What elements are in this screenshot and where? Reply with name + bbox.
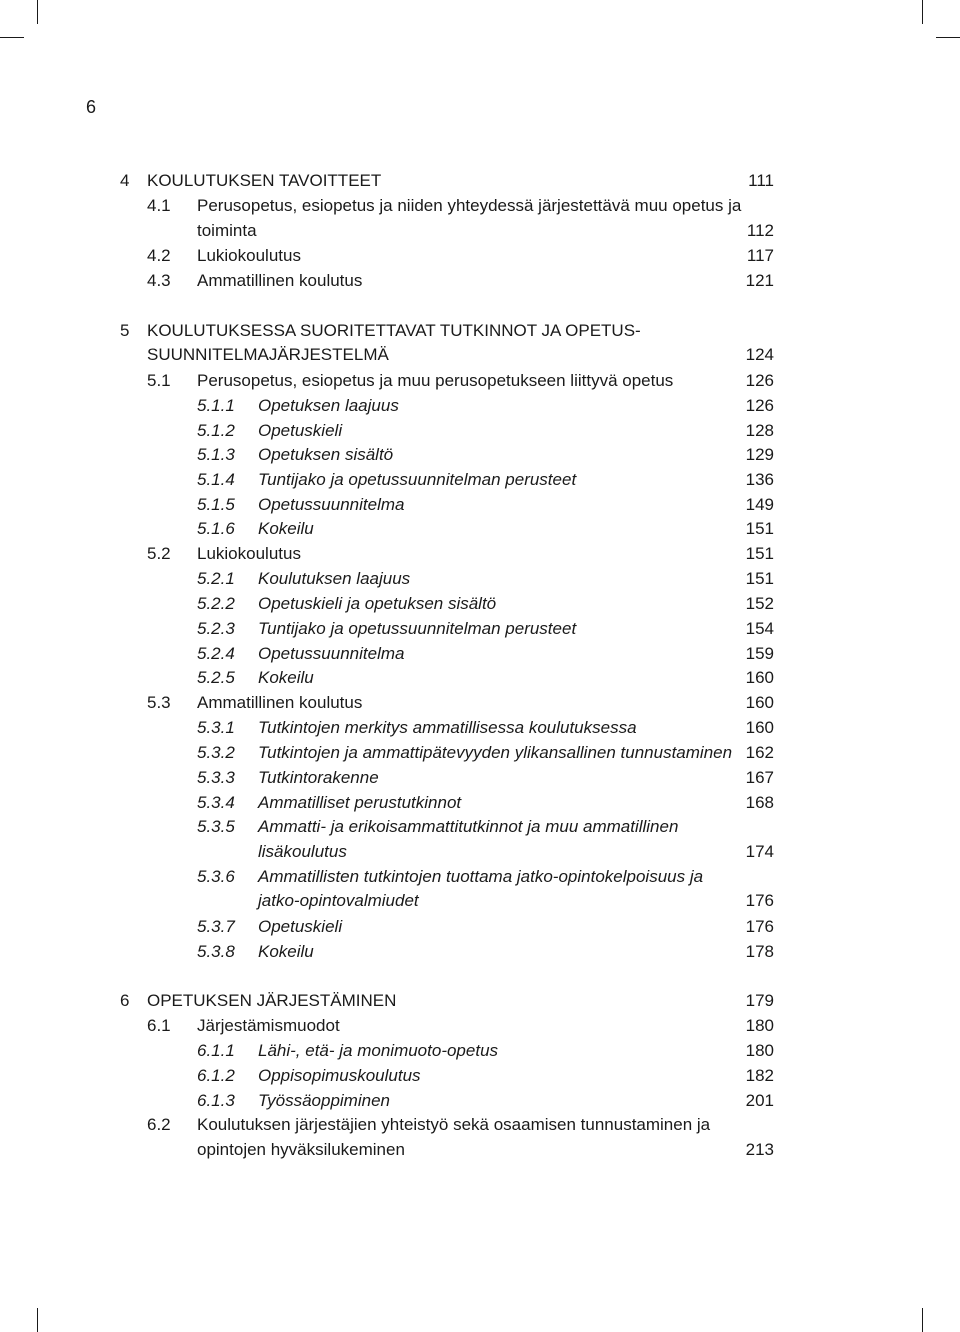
toc-entry-number: 5.3.6 bbox=[197, 867, 235, 886]
toc-entry-page: 124 bbox=[745, 345, 774, 364]
toc-entry-title: Tutkintojen ja ammattipätevyyden ylikansallinen tunnustaminen bbox=[258, 743, 733, 762]
toc-entry-title: Opetussuunnitelma bbox=[258, 495, 405, 514]
toc-entry-title: Tutkintojen merkitys ammatillisessa koulutuksessa bbox=[258, 718, 637, 737]
crop-mark-bottom-left-vertical bbox=[37, 1308, 38, 1332]
toc-entry-title: Ammatti- ja erikoisammattitutkinnot ja muu ammatillinen bbox=[258, 817, 679, 836]
crop-mark-top-right-horizontal bbox=[936, 37, 960, 38]
toc-entry-page: 152 bbox=[745, 594, 774, 613]
toc-entry-title: Kokeilu bbox=[258, 668, 314, 687]
toc-entry-title: Opetuskieli bbox=[258, 421, 343, 440]
toc-entry-title: Järjestämismuodot bbox=[197, 1016, 340, 1035]
toc-entry-number: 4.3 bbox=[147, 271, 171, 290]
toc-entry-page: 179 bbox=[745, 991, 774, 1010]
toc-entry-page: 180 bbox=[745, 1016, 774, 1035]
toc-entry-title: OPETUKSEN JÄRJESTÄMINEN bbox=[147, 991, 397, 1010]
toc-entry-page: 149 bbox=[745, 495, 774, 514]
toc-entry-title: Ammatillisten tutkintojen tuottama jatko-opintokelpoisuus ja bbox=[258, 867, 704, 886]
toc-entry-page: 180 bbox=[745, 1041, 774, 1060]
toc-entry-number: 6.1.2 bbox=[197, 1066, 235, 1085]
toc-entry-title-continued: opintojen hyväksilukeminen bbox=[197, 1140, 405, 1159]
toc-entry-number: 5.3.4 bbox=[197, 793, 235, 812]
toc-entry-title: Opetuskieli bbox=[258, 917, 343, 936]
toc-entry-title: Koulutuksen laajuus bbox=[258, 569, 411, 588]
toc-entry-title: Opetuskieli ja opetuksen sisältö bbox=[258, 594, 497, 613]
toc-entry-title: Ammatillinen koulutus bbox=[197, 271, 363, 290]
toc-entry-number: 5.1.3 bbox=[197, 445, 235, 464]
toc-entry-title: Kokeilu bbox=[258, 519, 314, 538]
toc-entry-title-continued: lisäkoulutus bbox=[258, 842, 347, 861]
toc-entry-number: 5.1.4 bbox=[197, 470, 235, 489]
toc-entry-page: 154 bbox=[745, 619, 774, 638]
toc-entry-title: KOULUTUKSEN TAVOITTEET bbox=[147, 171, 382, 190]
crop-mark-top-left-horizontal bbox=[0, 37, 24, 38]
toc-entry-title-continued: SUUNNITELMAJÄRJESTELMÄ bbox=[147, 345, 389, 364]
toc-entry-number: 6.2 bbox=[147, 1115, 171, 1134]
toc-entry-number: 5.1.5 bbox=[197, 495, 235, 514]
toc-entry-page: 160 bbox=[745, 668, 774, 687]
toc-entry-title: Perusopetus, esiopetus ja niiden yhteydessä järjestettävä muu opetus ja bbox=[197, 196, 742, 215]
toc-entry-number: 6.1 bbox=[147, 1016, 171, 1035]
toc-entry-number: 5.2.3 bbox=[197, 619, 235, 638]
toc-entry-page: 126 bbox=[745, 396, 774, 415]
toc-entry-number: 5.2.4 bbox=[197, 644, 235, 663]
toc-entry-number: 5.2.1 bbox=[197, 569, 235, 588]
toc-entry-number: 5.3.8 bbox=[197, 942, 235, 961]
toc-entry-number: 5.3.5 bbox=[197, 817, 235, 836]
toc-entry-page: 136 bbox=[745, 470, 774, 489]
toc-entry-number: 5.3 bbox=[147, 693, 171, 712]
toc-entry-number: 5.3.7 bbox=[197, 917, 235, 936]
toc-entry-page: 159 bbox=[745, 644, 774, 663]
toc-entry-page: 182 bbox=[745, 1066, 774, 1085]
toc-entry-page: 112 bbox=[746, 221, 774, 240]
toc-entry-page: 111 bbox=[748, 171, 774, 190]
toc-entry-page: 167 bbox=[745, 768, 774, 787]
page-number: 6 bbox=[86, 97, 97, 117]
crop-mark-bottom-right-vertical bbox=[922, 1308, 923, 1332]
toc-entry-title: Lähi-, etä- ja monimuoto-opetus bbox=[258, 1041, 499, 1060]
toc-entry-page: 213 bbox=[745, 1140, 774, 1159]
toc-entry-number: 5.3.2 bbox=[197, 743, 235, 762]
toc-entry-title: Ammatilliset perustutkinnot bbox=[258, 793, 462, 812]
toc-entry-number: 6.1.3 bbox=[197, 1091, 235, 1110]
toc-entry-number: 5.3.3 bbox=[197, 768, 235, 787]
toc-entry-number: 5.1.6 bbox=[197, 519, 235, 538]
toc-entry-page: 129 bbox=[745, 445, 774, 464]
toc-entry-number: 4.2 bbox=[147, 246, 171, 265]
toc-entry-title: Opetuksen laajuus bbox=[258, 396, 399, 415]
toc-entry-number: 5 bbox=[120, 321, 130, 340]
toc-entry-page: 151 bbox=[745, 519, 774, 538]
toc-entry-title: KOULUTUKSESSA SUORITETTAVAT TUTKINNOT JA OPETUS- bbox=[147, 321, 641, 340]
toc-entry-title-continued: jatko-opintovalmiudet bbox=[258, 891, 419, 910]
toc-entry-page: 168 bbox=[745, 793, 774, 812]
toc-entry-page: 121 bbox=[745, 271, 774, 290]
toc-entry-page: 174 bbox=[745, 842, 774, 861]
toc-entry-number: 5.2.2 bbox=[197, 594, 235, 613]
toc-entry-number: 5.2.5 bbox=[197, 668, 235, 687]
toc-entry-page: 160 bbox=[745, 718, 774, 737]
toc-entry-page: 151 bbox=[745, 569, 774, 588]
toc-entry-title: Lukiokoulutus bbox=[197, 544, 301, 563]
toc-entry-number: 5.1.2 bbox=[197, 421, 235, 440]
toc-entry-title: Perusopetus, esiopetus ja muu perusopetukseen liittyvä opetus bbox=[197, 371, 674, 390]
toc-entry-page: 162 bbox=[745, 743, 774, 762]
toc-entry-title: Opetuksen sisältö bbox=[258, 445, 394, 464]
toc-entry-title-continued: toiminta bbox=[197, 221, 257, 240]
toc-entry-title: Tuntijako ja opetussuunnitelman perusteet bbox=[258, 619, 577, 638]
toc-entry-title: Koulutuksen järjestäjien yhteistyö sekä osaamisen tunnustaminen ja bbox=[197, 1115, 711, 1134]
toc-entry-number: 5.1 bbox=[147, 371, 171, 390]
toc-entry-title: Tuntijako ja opetussuunnitelman perusteet bbox=[258, 470, 577, 489]
crop-mark-top-right-vertical bbox=[922, 0, 923, 24]
toc-entry-page: 126 bbox=[745, 371, 774, 390]
toc-entry-page: 151 bbox=[745, 544, 774, 563]
toc-entry-page: 160 bbox=[745, 693, 774, 712]
toc-entry-title: Kokeilu bbox=[258, 942, 314, 961]
toc-entry-number: 5.1.1 bbox=[197, 396, 235, 415]
toc-entry-number: 6.1.1 bbox=[197, 1041, 235, 1060]
toc-entry-title: Opetussuunnitelma bbox=[258, 644, 405, 663]
toc-entry-number: 5.2 bbox=[147, 544, 171, 563]
toc-entry-number: 4.1 bbox=[147, 196, 171, 215]
toc-entry-page: 176 bbox=[745, 891, 774, 910]
toc-entry-title: Lukiokoulutus bbox=[197, 246, 301, 265]
toc-entry-title: Tutkintorakenne bbox=[258, 768, 379, 787]
toc-entry-title: Oppisopimuskoulutus bbox=[258, 1066, 421, 1085]
toc-entry-title: Ammatillinen koulutus bbox=[197, 693, 363, 712]
toc-entry-page: 176 bbox=[745, 917, 774, 936]
toc-entry-number: 4 bbox=[120, 171, 130, 190]
toc-entry-page: 178 bbox=[745, 942, 774, 961]
toc-entry-page: 201 bbox=[745, 1091, 774, 1110]
toc-entry-title: Työssäoppiminen bbox=[258, 1091, 390, 1110]
toc-entry-number: 6 bbox=[120, 991, 130, 1010]
toc-entry-number: 5.3.1 bbox=[197, 718, 235, 737]
toc-entry-page: 117 bbox=[746, 246, 774, 265]
toc-entry-page: 128 bbox=[745, 421, 774, 440]
crop-mark-top-left-vertical bbox=[37, 0, 38, 24]
